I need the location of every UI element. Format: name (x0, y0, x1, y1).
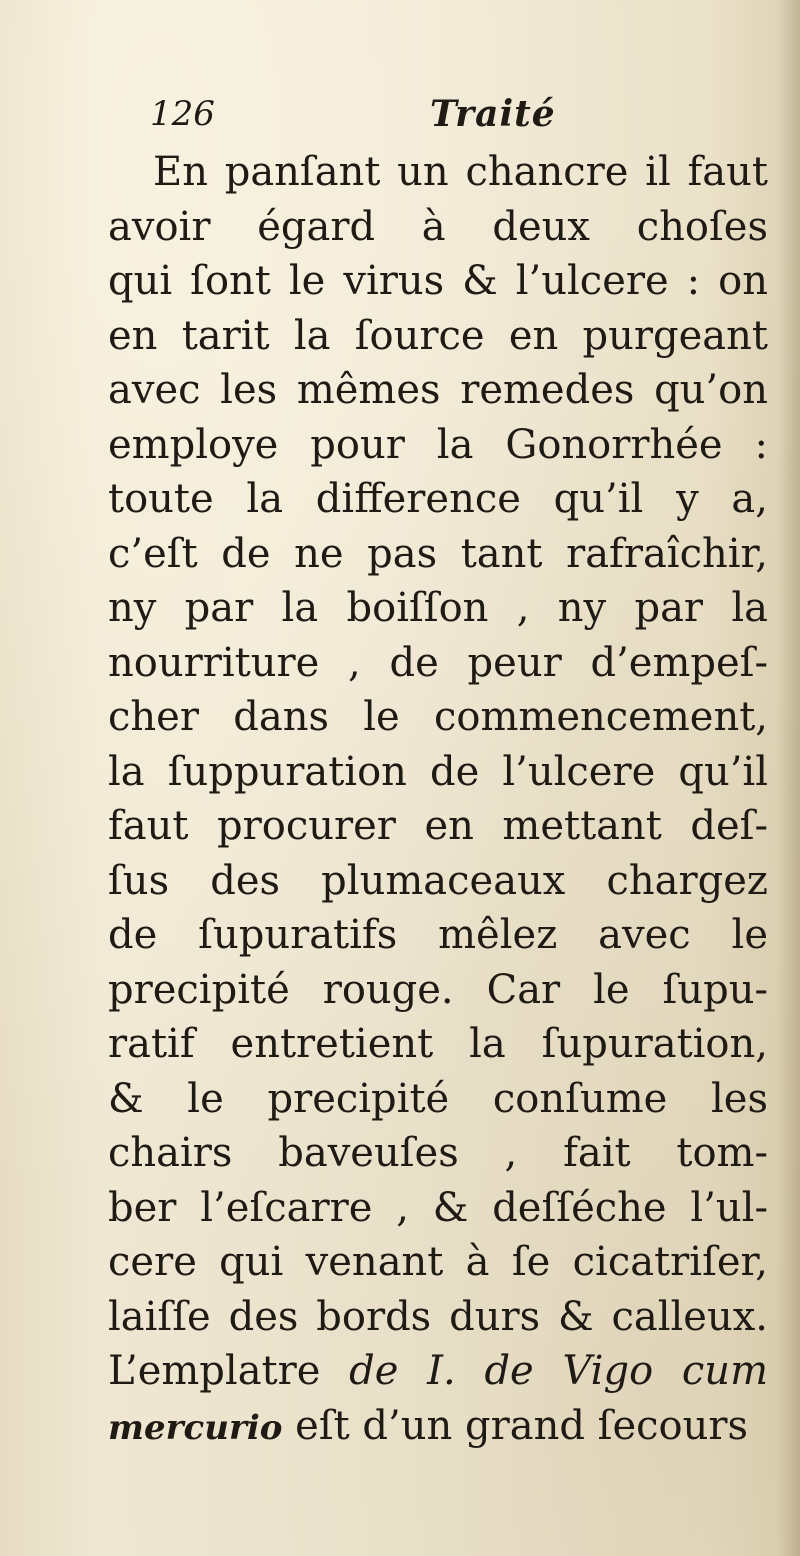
running-title: Traité (430, 93, 556, 135)
text-line: cere qui venant à ſe cicatriſer, (108, 1239, 768, 1285)
text-span: eſt d’un grand ſecours (282, 1402, 749, 1449)
text-line: laiſſe des bords durs & calleux. (108, 1293, 768, 1340)
text-line: En panſant un chancre il faut (153, 149, 768, 195)
text-line: avec les mêmes remedes qu’on (108, 367, 768, 413)
text-line: faut procurer en mettant deſ- (108, 803, 768, 849)
text-line-mixed (108, 1344, 768, 1399)
text-line: en tarit la ſource en purgeant (108, 312, 768, 359)
text-line: de ſupuratifs mêlez avec le (108, 912, 768, 958)
text-line: ratif entretient la ſupuration, (108, 1021, 768, 1067)
text-line: nourriture , de peur d’empeſ- (108, 639, 768, 686)
page-header (0, 88, 800, 140)
text-line: c’eſt de ne pas tant rafraîchir, (108, 530, 768, 577)
page-edge-shadow (778, 0, 800, 1556)
text-line: ſus des plumaceaux chargez (108, 857, 768, 904)
page-number: 126 (150, 94, 215, 134)
text-line: cher dans le commencement, (108, 694, 768, 740)
body-text (108, 145, 768, 1453)
text-line-mixed (108, 1399, 768, 1454)
text-line: toute la difference qu’il y a, (108, 476, 768, 522)
text-span: L’emplatre (108, 1348, 350, 1394)
text-line: ber l’eſcarre , & deſſéche l’ul- (108, 1184, 768, 1231)
text-line: la ſuppuration de l’ulcere qu’il (108, 748, 768, 795)
italic-span: de I. de Vigo cum (349, 1348, 768, 1394)
text-line: employe pour la Gonorrhée : (108, 421, 768, 468)
text-line: chairs baveuſes , fait tom- (108, 1130, 768, 1176)
text-line: avoir égard à deux choſes (108, 203, 768, 250)
text-line: & le precipité conſume les (108, 1075, 768, 1122)
text-line: qui ſont le virus & l’ulcere : on (108, 258, 768, 304)
text-line: ny par la boiſſon , ny par la (108, 585, 768, 631)
text-line: precipité rouge. Car le ſupu- (108, 966, 768, 1013)
italic-span: mercurio (108, 1407, 283, 1448)
